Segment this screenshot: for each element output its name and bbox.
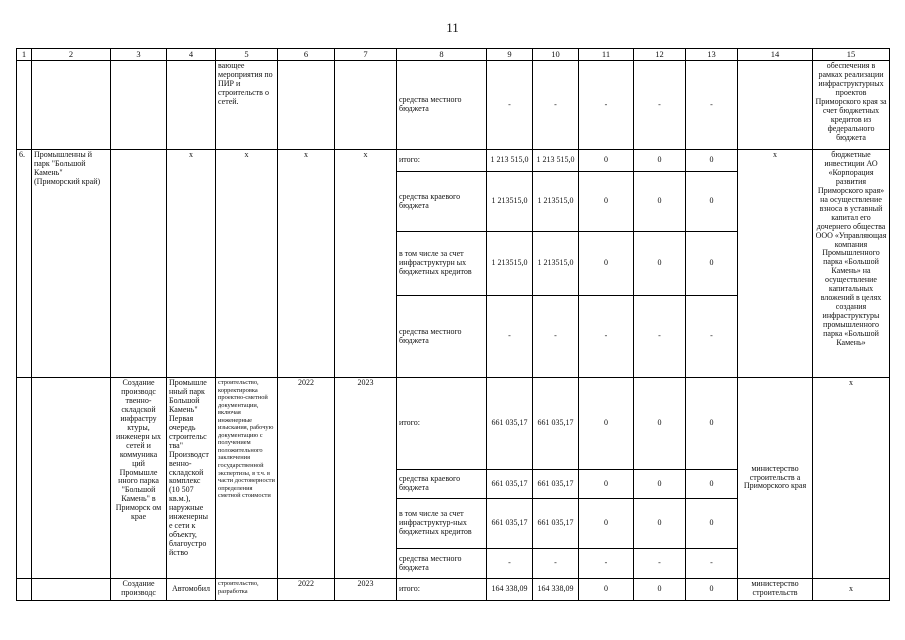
- header-col-14: 14: [738, 49, 813, 61]
- header-col-1: 1: [17, 49, 32, 61]
- s8-start-year: 2022: [278, 579, 335, 601]
- s6-row-regional: средства краевого бюджета 1 213515,0 1 213515,0 0 0 0: [17, 172, 890, 232]
- header-col-10: 10: [533, 49, 579, 61]
- header-col-12: 12: [634, 49, 686, 61]
- header-col-13: 13: [686, 49, 738, 61]
- s8-row-total: Создание производс Автомобил строительство, разработка 2022 2023 итого: 164 338,09 164 338,09 0 0 0 министерство строительств x: [17, 579, 890, 601]
- s7-row-local: средства местного бюджета - - - - -: [17, 549, 890, 579]
- s6-row-total: 6. Промышленны й парк "Большой Камень" (Приморский край) x x x x итого: 1 213 515,0 1 213 515,0 0 0 0 x бюджетные инвестиции АО «Корпорация развития Приморского края» на осуществление взноса в уставный капитал его дочернего общества ООО «Управляющая компания Промышленного парка «Большой Камень» на осуществление капитальных вложений в целях создания инфраструктуры промышленного парка «Большой Камень»: [17, 150, 890, 172]
- s7-row-total: Создание производс твенно-складской инфрастру ктуры, инженерн ых сетей и коммуника ций Промышле нного парка "Большой Камень" в Приморск ом крае Промышле нный парк Большой Камень" Первая очередь строительс тва" Производст венно-складской комплекс (10 507 кв.м.), наружные инженерны е сети к объекту, благоустро йство строительство, корректировка проектно-сметной документации, включая инженерные изыскания, рабочую документацию с получением положительного заключения государственной экспертизы, в т.ч. в части достоверности определения сметной стоимости 2022 2023 итого: 661 035,17 661 035,17 0 0 0 министерство строительств а Приморского края x: [17, 378, 890, 470]
- s6-name: Промышленны й парк "Большой Камень" (Приморский край): [32, 150, 111, 378]
- header-col-7: 7: [335, 49, 397, 61]
- s6-row-local: средства местного бюджета - - - - -: [17, 296, 890, 378]
- header-col-6: 6: [278, 49, 335, 61]
- s6-row-infra-credits: в том числе за счет инфраструктурн ых бюджетных кредитов 1 213515,0 1 213515,0 0 0 0: [17, 232, 890, 296]
- header-col-8: 8: [397, 49, 487, 61]
- s7-responsible: министерство строительств а Приморского края: [738, 378, 813, 579]
- header-col-15: 15: [813, 49, 890, 61]
- s7-row-regional: средства краевого бюджета 661 035,17 661 035,17 0 0 0: [17, 470, 890, 499]
- header-row: [17, 49, 890, 61]
- header-col-4: 4: [167, 49, 216, 61]
- s8-object: Автомобил: [167, 579, 216, 601]
- s7-work-type: строительство, корректировка проектно-сметной документации, включая инженерные изыскания, рабочую документацию с получением положительного заключения государственной экспертизы, в т.ч. в части достоверности определения сметной стоимости: [216, 378, 278, 579]
- header-col-9: 9: [487, 49, 533, 61]
- s7-row-infra-credits: в том числе за счет инфраструктур-ных бюджетных кредитов 661 035,17 661 035,17 0 0 0: [17, 499, 890, 549]
- s8-project-name: Создание производс: [111, 579, 167, 601]
- continuation-row: вающее мероприятия по ПИР и строительств о сетей. средства местного бюджета - - - - - обеспечения в рамках реализации инфраструктурных проектов Приморского края за счет бюджетных кредитов из федерального бюджета: [17, 61, 890, 150]
- cont-col15-note: обеспечения в рамках реализации инфраструктурных проектов Приморского края за счет бюджетных кредитов из федерального бюджета: [813, 61, 890, 150]
- s7-object: Промышле нный парк Большой Камень" Первая очередь строительс тва" Производст венно-складской комплекс (10 507 кв.м.), наружные инженерны е сети к объекту, благоустро йство: [167, 378, 216, 579]
- s8-end-year: 2023: [335, 579, 397, 601]
- investment-table: [16, 48, 890, 601]
- s7-start-year: 2022: [278, 378, 335, 579]
- s8-work-type: строительство, разработка: [216, 579, 278, 601]
- s6-purpose-note: бюджетные инвестиции АО «Корпорация развития Приморского края» на осуществление взноса в уставный капитал его дочернего общества ООО «Управляющая компания Промышленного парка «Большой Камень» на осуществление капитальных вложений в целях создания инфраструктуры промышленного парка «Большой Камень»: [813, 150, 890, 378]
- s7-end-year: 2023: [335, 378, 397, 579]
- s7-project-name: Создание производс твенно-складской инфрастру ктуры, инженерн ых сетей и коммуника ций Промышле нного парка "Большой Камень" в Приморск ом крае: [111, 378, 167, 579]
- s6-number: 6.: [17, 150, 32, 378]
- header-col-3: 3: [111, 49, 167, 61]
- header-col-5: 5: [216, 49, 278, 61]
- page-number: 11: [446, 20, 459, 35]
- header-col-2: 2: [32, 49, 111, 61]
- cont-local-budget-label: средства местного бюджета: [397, 61, 487, 150]
- s8-responsible: министерство строительств: [738, 579, 813, 601]
- cont-col5: вающее мероприятия по ПИР и строительств о сетей.: [216, 61, 278, 150]
- header-col-11: 11: [579, 49, 634, 61]
